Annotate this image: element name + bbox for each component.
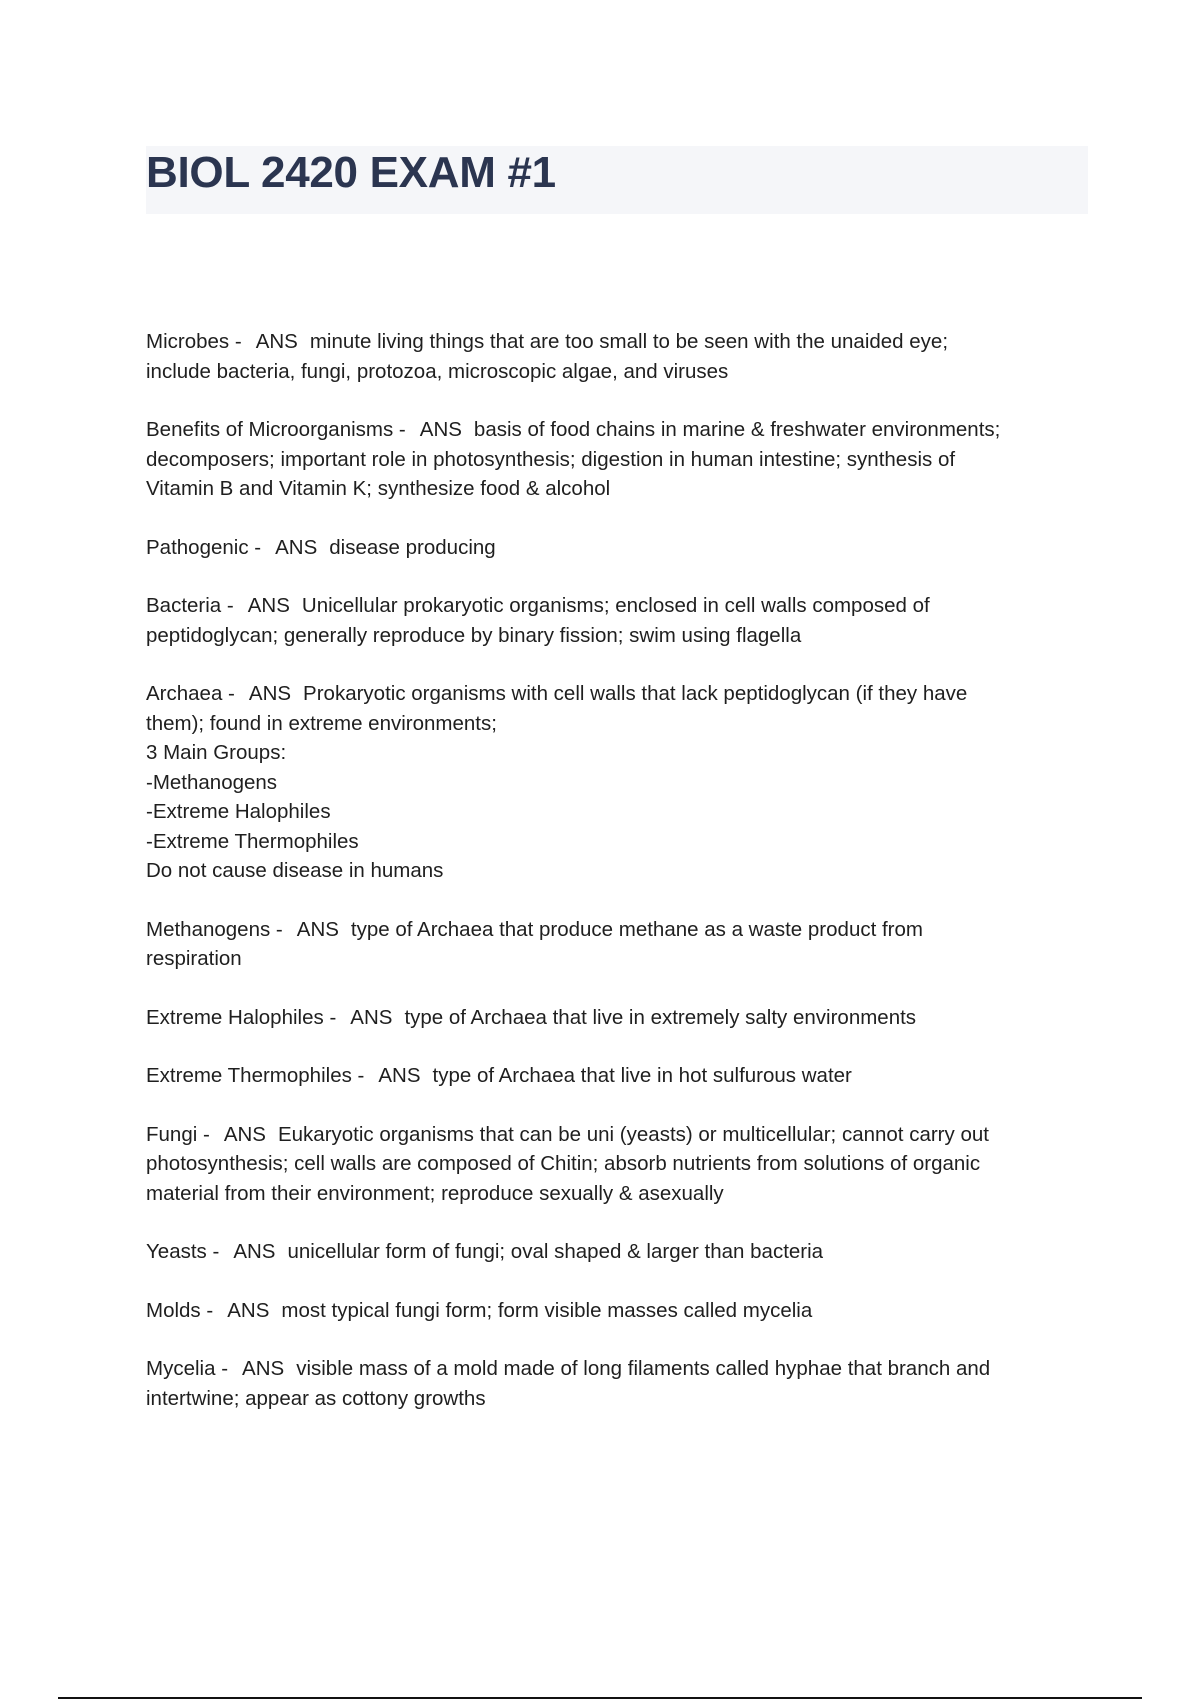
entry-term: Fungi - [146,1123,210,1146]
entry-definition-line: Prokaryotic organisms with cell walls that lack peptidoglycan (if they have [303,682,968,705]
answer-marker: ANS [242,1357,285,1380]
entry-definition-line: Vitamin B and Vitamin K; synthesize food & alcohol [146,477,611,500]
entry-term: Yeasts - [146,1240,219,1263]
entry-term: Mycelia - [146,1357,228,1380]
entry-definition-line: respiration [146,947,242,970]
entry-term: Microbes - [146,330,242,353]
entry-definition-line: material from their environment; reproduce sexually & asexually [146,1181,724,1205]
entry-definition-line: Unicellular prokaryotic organisms; enclosed in cell walls composed of [301,594,930,617]
flashcard-entry [146,1003,1106,1033]
flashcard-entry [146,679,1106,886]
flashcard-entry [146,415,1106,504]
footer-divider [58,1697,1142,1699]
entry-definition-line: include bacteria, fungi, protozoa, microscopic algae, and viruses [146,359,729,383]
flashcard-entry [146,1296,1106,1326]
answer-marker: ANS [419,418,462,441]
entry-definition-line: Eukaryotic organisms that can be uni (yeasts) or multicellular; cannot carry out [277,1122,989,1146]
entry-definition-line: Do not cause disease in humans [146,859,444,882]
flashcard-entry [146,327,1106,386]
entry-definition-line: minute living things that are too small to be seen with the unaided eye; [309,330,949,353]
entry-definition-line: visible mass of a mold made of long filaments called hyphae that branch and [296,1357,991,1380]
flashcard-entry [146,915,1106,974]
answer-marker: ANS [378,1064,421,1087]
flashcard-entry [146,1061,1106,1091]
answer-marker: ANS [247,594,290,617]
entry-definition-line: 3 Main Groups: [146,741,287,764]
answer-marker: ANS [275,535,318,559]
flashcard-list [146,327,1106,1442]
entry-definition-line: -Methanogens [146,770,278,794]
flashcard-entry [146,1120,1106,1209]
entry-definition-line: them); found in extreme environments; [146,711,497,735]
entry-term: Extreme Thermophiles - [146,1064,364,1087]
answer-marker: ANS [255,330,298,353]
entry-definition-line: -Extreme Halophiles [146,800,331,823]
answer-marker: ANS [223,1122,266,1146]
entry-term: Methanogens - [146,918,283,941]
answer-marker: ANS [350,1005,393,1029]
entry-term: Bacteria - [146,594,234,617]
entry-term: Benefits of Microorganisms - [146,418,406,441]
flashcard-entry [146,1237,1106,1267]
flashcard-entry [146,591,1106,650]
entry-definition-line: -Extreme Thermophiles [146,829,359,853]
entry-definition-line: type of Archaea that live in extremely salty environments [404,1005,917,1029]
answer-marker: ANS [248,682,292,705]
entry-definition-line: type of Archaea that live in hot sulfurous water [432,1064,852,1087]
entry-definition-line: disease producing [329,535,496,559]
entry-definition-line: most typical fungi form; form visible masses called mycelia [281,1298,813,1322]
answer-marker: ANS [296,917,339,941]
entry-term: Pathogenic - [146,536,261,559]
entry-definition-line: decomposers; important role in photosynthesis; digestion in human intestine; synthesis of [146,447,956,471]
flashcard-entry [146,1354,1106,1413]
answer-marker: ANS [227,1298,270,1322]
entry-definition-line: basis of food chains in marine & freshwater environments; [473,418,1001,441]
page-title: BIOL 2420 EXAM #1 [146,148,556,197]
entry-definition-line: type of Archaea that produce methane as a waste product from [350,917,923,941]
entry-term: Archaea - [146,682,235,705]
flashcard-entry [146,533,1106,563]
entry-definition-line: photosynthesis; cell walls are composed of Chitin; absorb nutrients from solutions of organic [146,1152,981,1175]
answer-marker: ANS [233,1240,276,1263]
entry-definition-line: unicellular form of fungi; oval shaped & larger than bacteria [287,1240,824,1263]
entry-definition-line: peptidoglycan; generally reproduce by binary fission; swim using flagella [146,623,802,647]
entry-term: Molds - [146,1299,213,1322]
entry-definition-line: intertwine; appear as cottony growths [146,1386,486,1410]
entry-term: Extreme Halophiles - [146,1006,336,1029]
